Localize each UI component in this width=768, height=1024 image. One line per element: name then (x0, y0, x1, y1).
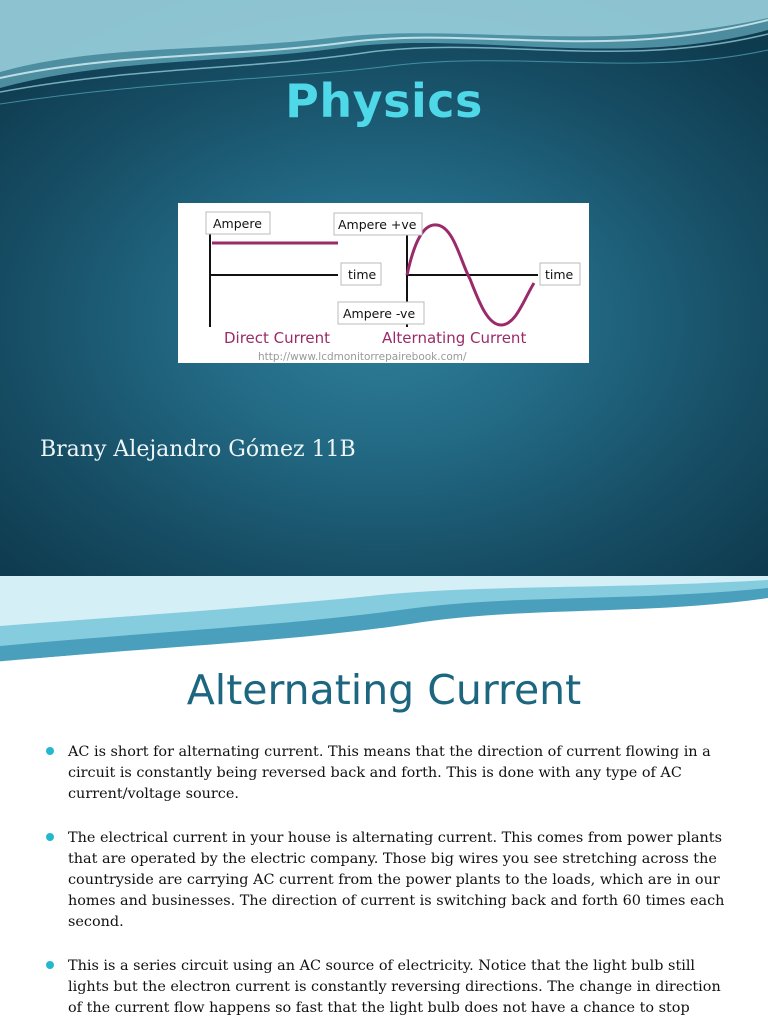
bullet-text: The electrical current in your house is alternating current. This comes from power plants that are operated by the electric company. Those big wires you see stretching across the countryside are carrying AC current from the power plants to the loads, which are in our homes and businesses. The direction of current is switching back and forth 60 times each second. (68, 830, 725, 930)
bullet-item (46, 956, 736, 1019)
bullet-list (46, 742, 736, 1019)
bullet-text: This is a series circuit using an AC source of electricity. Notice that the light bulb still lights but the electron current is constantly reversing directions. The change in direction of the current flow happens so fast that the light bulb does not have a chance to stop (68, 958, 721, 1016)
dc-ylabel: Ampere (213, 216, 262, 231)
ac-ylabel-negative: Ampere -ve (343, 306, 416, 321)
content-slide (0, 576, 768, 1024)
bullet-dot-icon (46, 961, 54, 969)
decorative-waves-header (0, 576, 768, 676)
slide-title-ac: Alternating Current (186, 666, 582, 714)
ac-xlabel: time (545, 267, 574, 282)
bullet-dot-icon (46, 833, 54, 841)
image-watermark: http://www.lcdmonitorrepairebook.com/ (258, 351, 467, 363)
ac-ylabel-positive: Ampere +ve (338, 217, 417, 232)
author-name: Brany Alejandro Gómez 11B (40, 437, 356, 462)
ac-caption: Alternating Current (382, 329, 527, 347)
slide-title: Physics (285, 74, 483, 128)
bullet-item (46, 828, 736, 933)
bullet-item (46, 742, 736, 805)
dc-xlabel: time (348, 267, 377, 282)
bullet-text: AC is short for alternating current. This means that the direction of current flowing in a circuit is constantly being reversed back and forth. This is done with any type of AC current/voltage source. (68, 744, 711, 802)
dc-ac-diagram (178, 203, 589, 363)
dc-caption: Direct Current (224, 329, 331, 347)
bullet-dot-icon (46, 747, 54, 755)
